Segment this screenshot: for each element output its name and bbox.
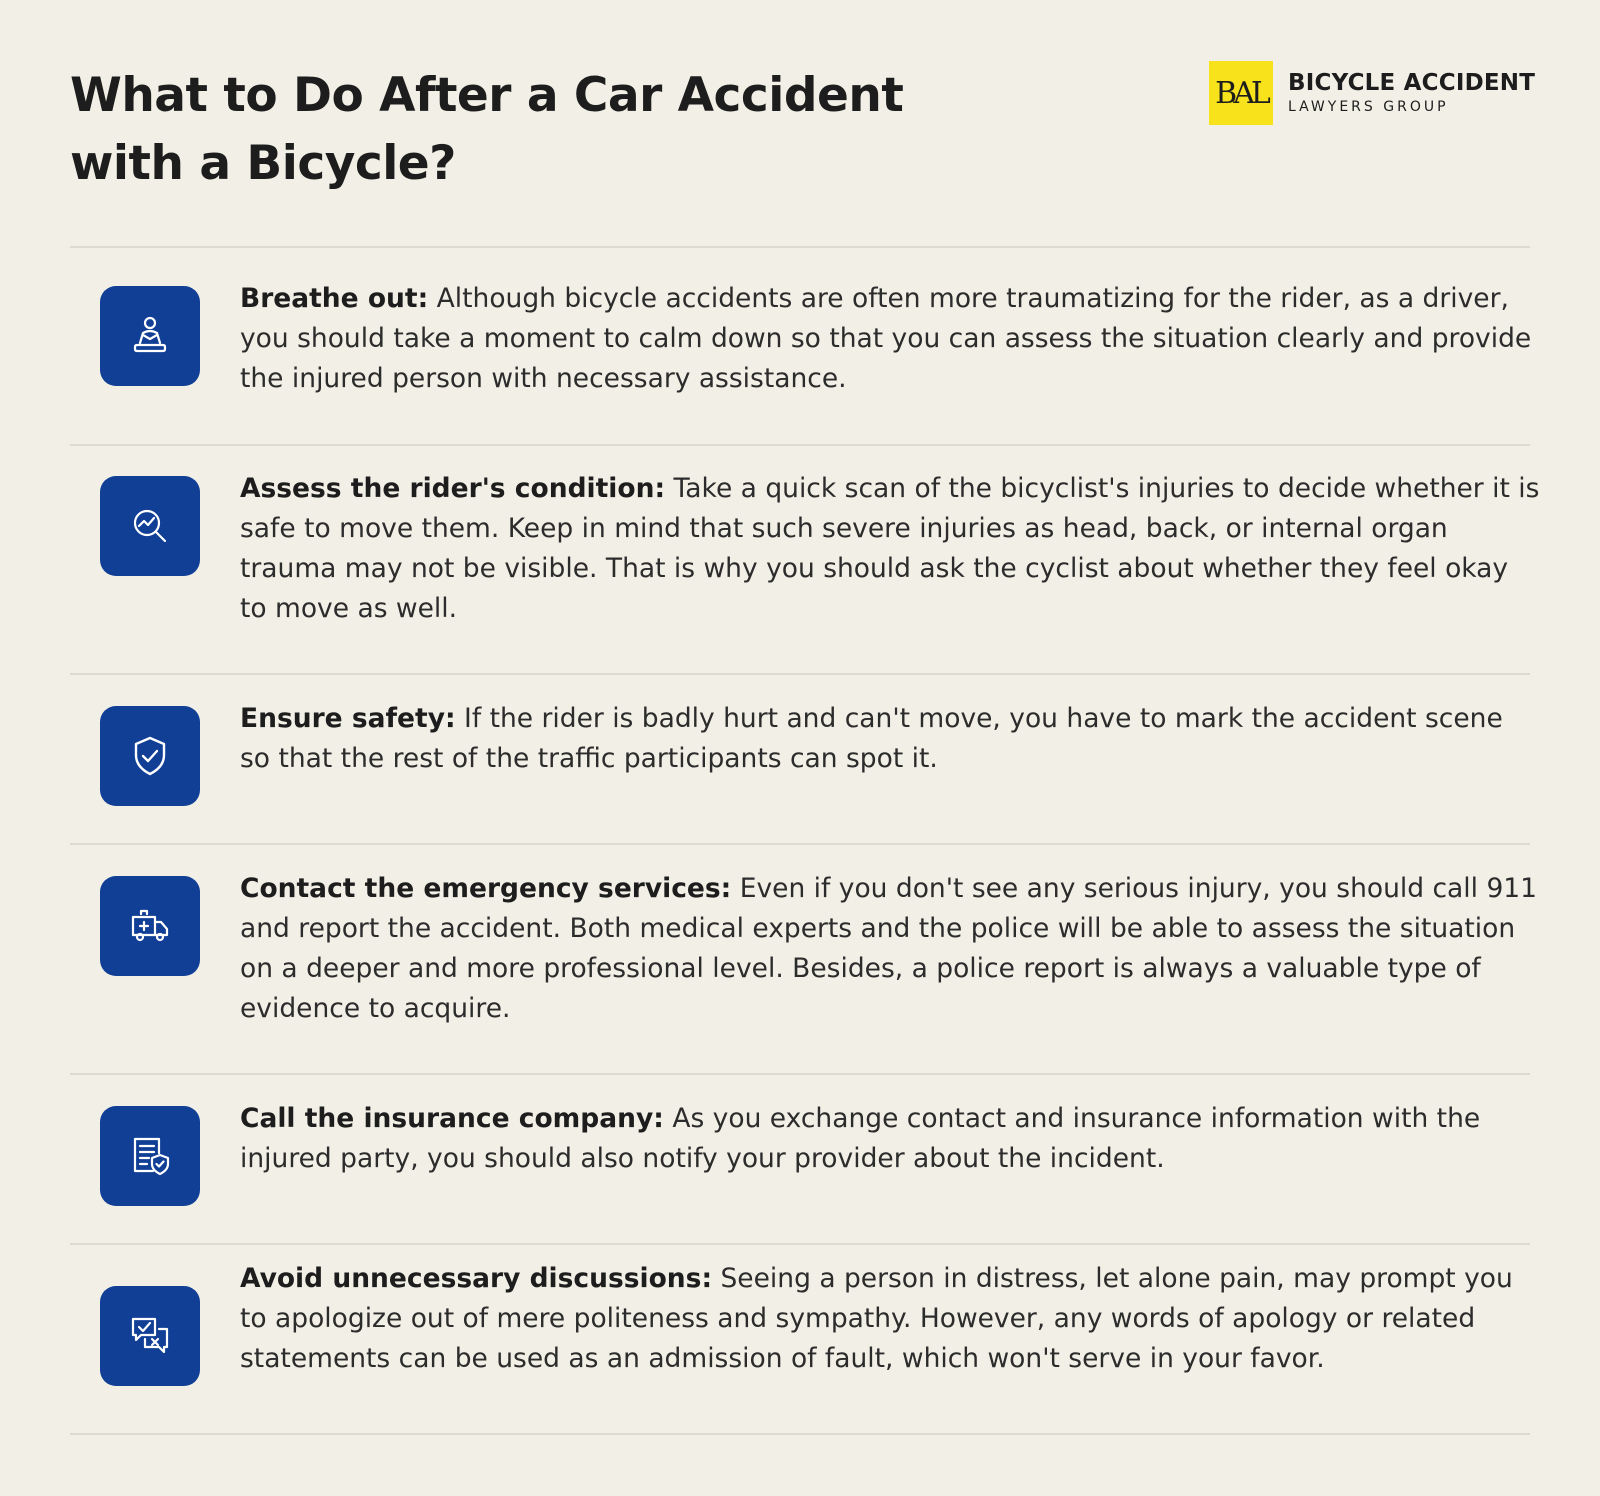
step-text — [240, 1099, 1540, 1179]
step-heading: Assess the rider's condition: — [240, 473, 666, 504]
divider — [70, 1433, 1530, 1435]
step-text — [240, 869, 1540, 1029]
logo-wordmark — [1288, 69, 1535, 117]
step-description: Even if you don't see any serious injury, you should call 911 and report the accident. Both medical experts and the police will be able to assess the situation on a deeper and more professional level. Besides, a police report is always a valuable type of evidence to acquire. — [240, 873, 1538, 1024]
step-text — [240, 1259, 1540, 1379]
step-text — [240, 469, 1540, 629]
logo-subtitle: LAWYERS GROUP — [1288, 99, 1449, 115]
divider — [70, 444, 1530, 446]
divider — [70, 1073, 1530, 1075]
document-shield-icon — [100, 1106, 200, 1206]
step-description: Take a quick scan of the bicyclist's injuries to decide whether it is safe to move them. Keep in mind that such severe injuries as head, back, or internal organ trauma may not be visible. That is why you should ask the cyclist about whether they feel okay to move as well. — [240, 473, 1540, 624]
step-heading: Call the insurance company: — [240, 1103, 664, 1134]
step-text — [240, 279, 1540, 399]
ambulance-icon — [100, 876, 200, 976]
title-line-1: What to Do After a Car Accident — [70, 68, 904, 123]
divider — [70, 1243, 1530, 1245]
step-text — [240, 699, 1540, 779]
magnifier-chart-icon — [100, 476, 200, 576]
step-heading: Contact the emergency services: — [240, 873, 732, 904]
brand-logo — [1209, 61, 1535, 125]
logo-name: BICYCLE ACCIDENT — [1288, 70, 1536, 96]
divider — [70, 843, 1530, 845]
step-description: If the rider is badly hurt and can't move, you have to mark the accident scene so that the rest of the traffic participants can spot it. — [240, 703, 1503, 774]
shield-check-icon — [100, 706, 200, 806]
chat-check-cross-icon — [100, 1286, 200, 1386]
step-description: Seeing a person in distress, let alone pain, may prompt you to apologize out of mere politeness and sympathy. However, any words of apology or related statements can be used as an admission of fault, which won't serve in your favor. — [240, 1263, 1513, 1374]
logo-mark: BAL — [1209, 61, 1273, 125]
divider — [70, 673, 1530, 675]
meditation-icon — [100, 286, 200, 386]
page-title — [70, 62, 970, 198]
step-heading: Avoid unnecessary discussions: — [240, 1263, 713, 1294]
title-line-2: with a Bicycle? — [70, 136, 456, 191]
step-heading: Ensure safety: — [240, 703, 456, 734]
step-description: Although bicycle accidents are often more traumatizing for the rider, as a driver, you should take a moment to calm down so that you can assess the situation clearly and provide the injured person with necessary assistance. — [240, 283, 1532, 394]
step-description: As you exchange contact and insurance information with the injured party, you should also notify your provider about the incident. — [240, 1103, 1481, 1174]
step-heading: Breathe out: — [240, 283, 429, 314]
divider — [70, 246, 1530, 248]
